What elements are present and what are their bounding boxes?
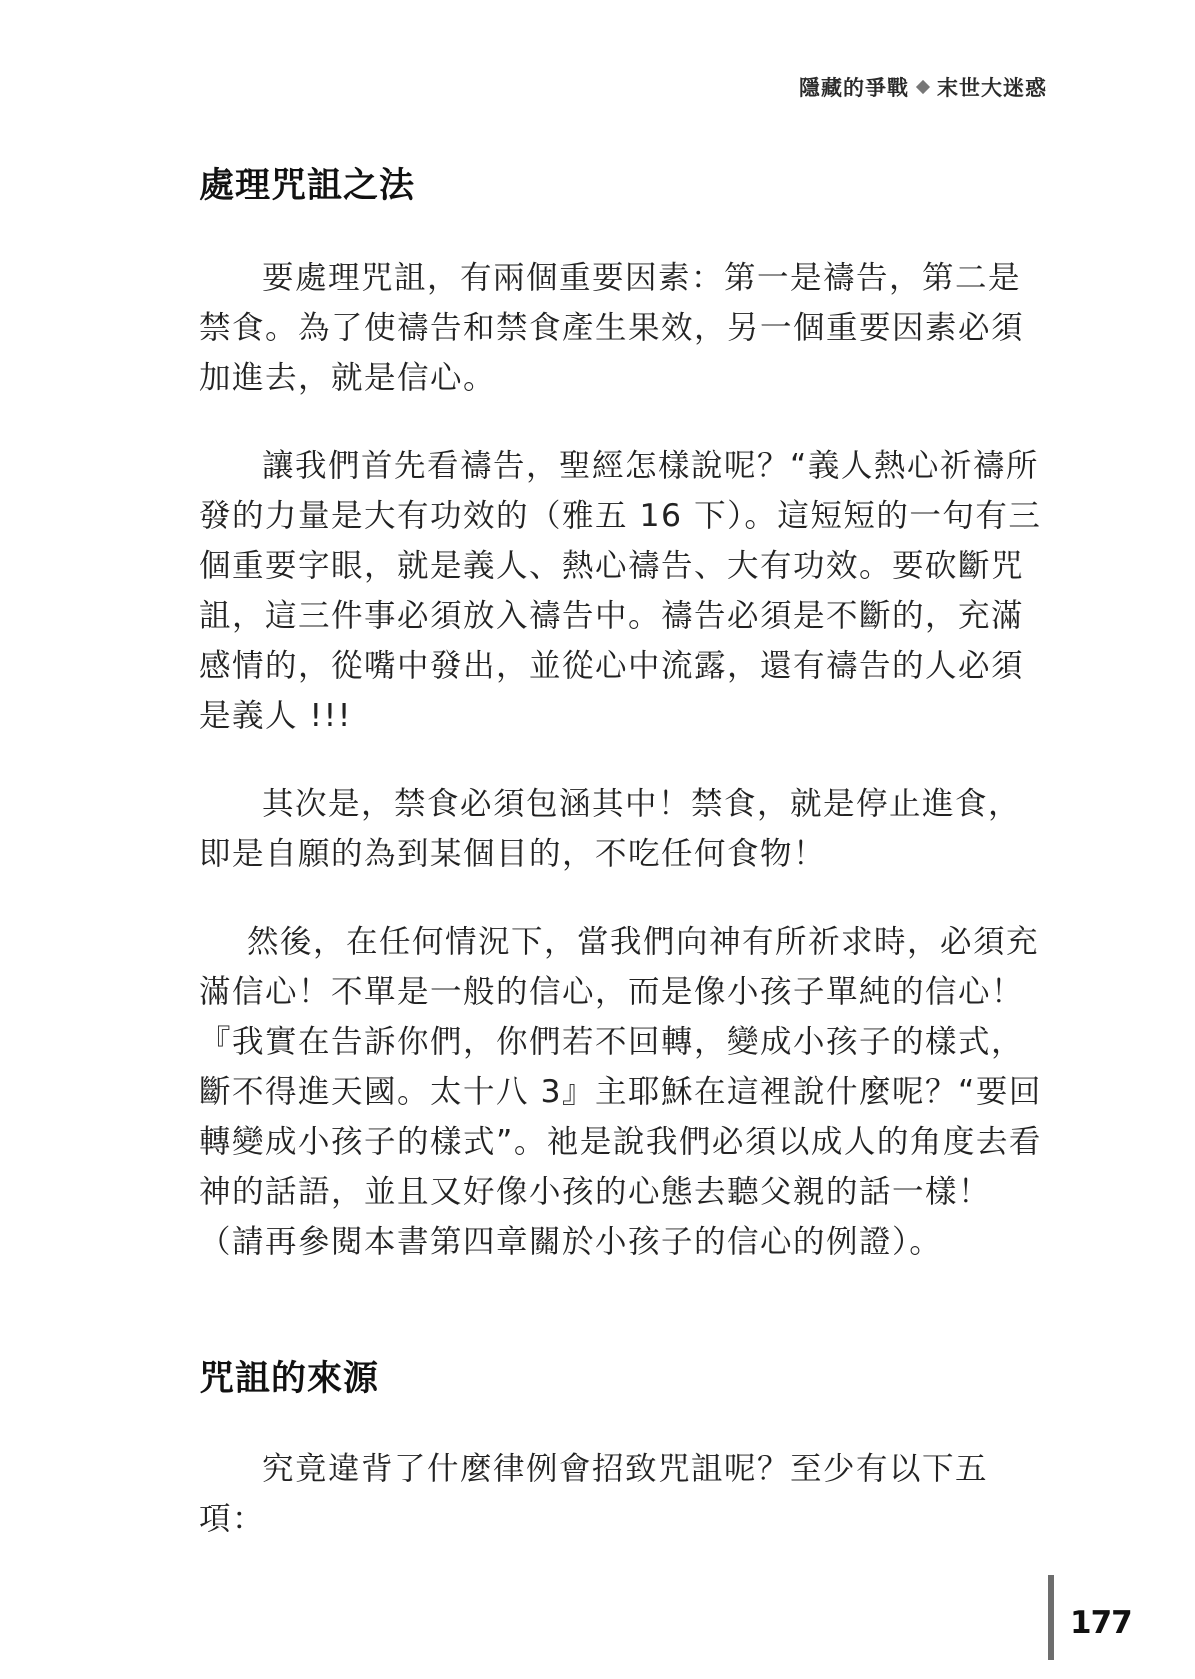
- page-number: 177: [1070, 1605, 1132, 1641]
- book-title: 隱藏的爭戰: [799, 76, 909, 100]
- paragraph: 讓我們首先看禱告，聖經怎樣說呢？“義人熱心祈禱所發的力量是大有功效的（雅五 16 下）。這短短的一句有三個重要字眼，就是義人、熱心禱告、大有功效。要砍斷咒詛，這三件事必須放入禱告中。禱告必須是不斷的，充滿感情的，從嘴中發出，並從心中流露，還有禱告的人必須是義人 !!!: [199, 448, 1042, 734]
- paragraph: 其次是，禁食必須包涵其中！禁食，就是停止進食，即是自願的為到某個目的，不吃任何食物！: [199, 786, 1022, 872]
- page-marker-bar: [1048, 1575, 1054, 1660]
- page-body: [199, 165, 1044, 1544]
- diamond-separator-icon: [916, 80, 930, 94]
- paragraph: 要處理咒詛，有兩個重要因素：第一是禱告，第二是禁食。為了使禱告和禁食產生果效，另一個重要因素必須加進去，就是信心。: [199, 260, 1025, 396]
- paragraph: 然後，在任何情況下，當我們向神有所祈求時，必須充滿信心！不單是一般的信心，而是像小孩子單純的信心！『我實在告訴你們，你們若不回轉，變成小孩子的樣式，斷不得進天國。太十八 3』主耶穌在這裡說什麼呢？“要回轉變成小孩子的樣式”。祂是說我們必須以成人的角度去看神的話語，並且又好像小孩的心態去聽父親的話一樣！（請再參閱本書第四章關於小孩子的信心的例證）。: [199, 924, 1042, 1260]
- running-header: [799, 72, 1047, 102]
- section-heading: 處理咒詛之法: [199, 165, 416, 206]
- section-heading: 咒詛的來源: [199, 1358, 380, 1399]
- chapter-title: 末世大迷惑: [937, 76, 1047, 100]
- paragraph: 究竟違背了什麼律例會招致咒詛呢？至少有以下五項：: [199, 1451, 989, 1537]
